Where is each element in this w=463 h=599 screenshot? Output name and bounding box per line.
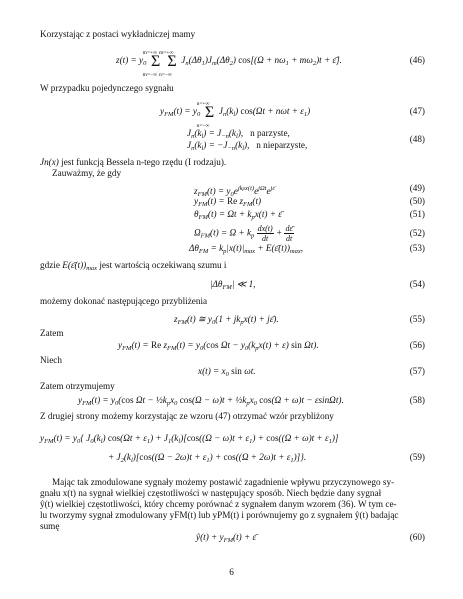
equation-52: $\Omega_{FM}(t) = \Omega + k_p$ $\frac{dx(t)}{dt}$ + $\frac{d\varepsilon̄}{dt}$	[194, 224, 293, 243]
equation-number-49: (49)	[409, 183, 425, 193]
equation-48b: $J_n(k_l) = -J_{-n}(k_l)$, n nieparzyste,	[187, 140, 308, 152]
equation-49: $z_{FM}(t) = y_0e^{jkpx(t)}e^{j\Omega t}e^{j\varepsilon̄}$	[194, 185, 275, 198]
equation-number-57: (57)	[409, 366, 425, 376]
equation-number-46: (46)	[409, 55, 425, 65]
equation-46: $z(t) = y_0$ m=+∞ Σ m=−∞ m=+∞ Σ n=−∞ $J_n(\Delta\theta_1)J_m(\Delta\theta_2) \cos[(\Omega + n\omega_1 + m\omega_2)t$ + ε̄].	[116, 50, 342, 78]
paragraph-notice: Zauważmy, że gdy	[52, 168, 122, 178]
equation-number-60: (60)	[409, 532, 425, 542]
equation-59-line-1: $y_{FM}(t) = y_0${ $J_0(k_l) \cos(\Omega t + \varepsilon_1) + J_1(k_l)[\cos((\Omega - \omega)t + \varepsilon_1) + \cos((\Omega + \omega)t + \varepsilon_1)]$	[40, 433, 339, 445]
paragraph-final-line-3: ŷ(t) wielkiej częstotliwości, który chcemy porównać z sygnałem danym wzorem (36). W tym ce-	[40, 499, 397, 509]
paragraph-thus-1: Zatem	[40, 328, 64, 338]
paragraph-final-line-4: lu tworzymy sygnał zmodulowany yFM(t) lub yPM(t) i porównujemy go z sygnałem ŷ(t) badając	[40, 510, 399, 520]
equation-59-line-2: + $J_2(k_l)[\cos((\Omega - 2\omega)t + \varepsilon_1) + \cos((\Omega + 2\omega)t + \varepsilon_1)]$}.	[108, 452, 307, 464]
equation-47: $y_{FM}(t) = y_0$ n=+∞ Σ n=−∞ $J_n(k_l) \cos(\Omega t + n\omega t + \varepsilon_1)$	[160, 101, 311, 129]
equation-57: $x(t) = x_0$ sin ωt.	[198, 366, 256, 378]
paragraph-final-line-1: Mając tak zmodulowane sygnały możemy postawić zagadnienie wpływu przyczynowego sy-	[52, 477, 395, 487]
paragraph-bessel: Jn(x) jest funkcją Bessela n-tego rzędu (I rodzaju).	[40, 157, 227, 167]
equation-number-58: (58)	[409, 395, 425, 405]
equation-number-51: (51)	[409, 209, 425, 219]
equation-number-47: (47)	[409, 106, 425, 116]
paragraph-let: Niech	[40, 355, 62, 365]
page-number: 6	[229, 567, 234, 577]
equation-number-59: (59)	[409, 452, 425, 462]
paragraph-final-line-5: sumę	[40, 521, 60, 531]
equation-54: $|\Delta\theta_{FM}|$ ≪ 1,	[210, 279, 256, 291]
equation-number-52: (52)	[409, 228, 425, 238]
paragraph-other-side: Z drugiej strony możemy korzystając ze wzoru (47) otrzymać wzór przybliżony	[40, 411, 334, 421]
paragraph-thus-2: Zatem otrzymujemy	[40, 381, 115, 391]
equation-48a: $J_n(k_l) = J_{-n}(k_l)$, n parzyste,	[187, 128, 290, 140]
paragraph-expected-value: gdzie $E(\varepsilon̄(t))_{max}$ jest wartością oczekiwaną szumu i	[40, 260, 227, 272]
equation-50: $y_{FM}(t) = Re$ $z_{FM}(t)$	[194, 196, 262, 208]
paragraph-single-signal: W przypadku pojedynczego sygnału	[40, 83, 174, 93]
paragraph-intro: Korzystając z postaci wykładniczej mamy	[40, 29, 196, 39]
equation-number-53: (53)	[409, 243, 425, 253]
equation-56: $y_{FM}(t) = Re$ $z_{FM}(t) = y_0(\cos$ $\Omega t - y_0(k_px(t) + \varepsilon)$ sin Ωt).	[118, 340, 319, 352]
equation-55: $z_{FM}(t)$ ≅ $y_0(1 + jk_px(t)$ + jε̄).	[174, 314, 279, 326]
paragraph-approximation: możemy dokonać następującego przybliżenia	[40, 296, 208, 306]
equation-60: ŷ(t) + $y_{FM}(t)$ + ε̄	[196, 532, 257, 544]
paragraph-final-line-2: gnału x(t) na sygnał wielkiej częstotliwości w następujący sposób. Niech będzie dany sygnał	[40, 488, 382, 498]
equation-number-48: (48)	[409, 134, 425, 144]
equation-58: $y_{FM}(t) = y_0(\cos$ $\Omega t - \frac{1}{2}k_px_0$ $\cos(\Omega - \omega)t + \frac{1}{2}k_px_0$ cos(Ω + ω)t − εsinΩt).	[78, 395, 344, 407]
equation-number-54: (54)	[409, 279, 425, 289]
equation-number-55: (55)	[409, 314, 425, 324]
equation-53: $\Delta\theta_{FM} = k_p|x(t)|_{max}$ + $E(\varepsilon̄(t))_{max}$,	[189, 243, 304, 255]
equation-number-56: (56)	[409, 340, 425, 350]
equation-number-50: (50)	[409, 196, 425, 206]
equation-51: $\theta_{FM}(t) = \Omega t + k_px(t)$ + ε̄	[194, 209, 282, 221]
